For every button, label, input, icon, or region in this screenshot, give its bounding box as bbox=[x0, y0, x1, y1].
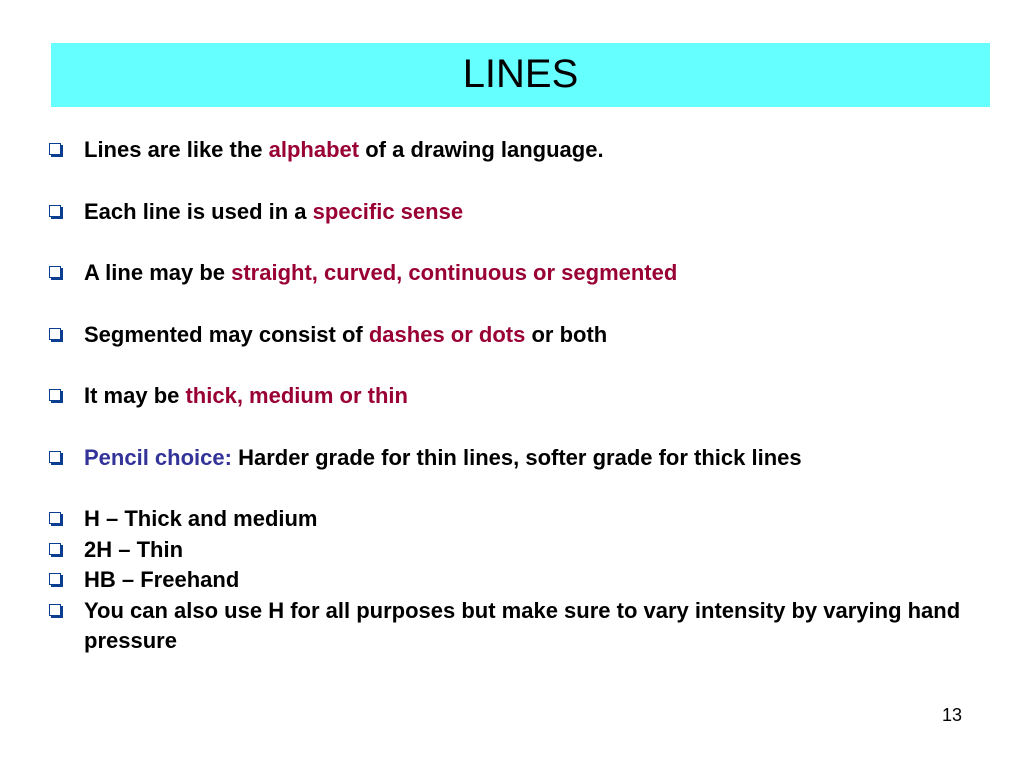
bullet-text: H – Thick and medium bbox=[84, 506, 318, 531]
bullet-text: You can also use H for all purposes but make sure to vary intensity by varying hand pressure bbox=[84, 597, 961, 653]
bullet-highlight: alphabet bbox=[268, 137, 360, 162]
checkbox-square-icon bbox=[49, 389, 61, 401]
bullet-list bbox=[46, 135, 986, 657]
bullet-text: Lines are like the bbox=[84, 137, 269, 162]
bullet-text: 2H – Thin bbox=[84, 536, 184, 562]
bullet-text: It may be bbox=[84, 383, 186, 408]
checkbox-square-icon bbox=[49, 543, 61, 555]
bullet-item bbox=[46, 596, 984, 657]
bullet-item bbox=[46, 258, 984, 289]
bullet-text: or both bbox=[525, 321, 608, 347]
bullet-item bbox=[46, 535, 984, 566]
checkbox-square-icon bbox=[49, 143, 61, 155]
bullet-text: HB – Freehand bbox=[84, 567, 240, 592]
title-bar bbox=[51, 43, 990, 107]
bullet-text: Segmented may consist of bbox=[84, 321, 369, 347]
bullet-highlight-label: Pencil choice: bbox=[84, 444, 232, 470]
bullet-item bbox=[46, 565, 984, 596]
checkbox-square-icon bbox=[49, 573, 61, 585]
bullet-highlight: straight, curved, continuous or segmented bbox=[231, 260, 678, 285]
checkbox-square-icon bbox=[49, 451, 61, 463]
bullet-text: Harder grade for thin lines, softer grade for thick lines bbox=[231, 444, 802, 470]
bullet-item bbox=[46, 381, 984, 412]
checkbox-square-icon bbox=[49, 604, 61, 616]
page-number: 13 bbox=[941, 705, 962, 725]
bullet-text: Each line is used in a bbox=[84, 198, 313, 224]
bullet-text: of a drawing language. bbox=[359, 137, 604, 162]
bullet-highlight: thick, medium or thin bbox=[185, 383, 408, 408]
bullet-highlight: specific sense bbox=[312, 198, 464, 224]
checkbox-square-icon bbox=[49, 266, 61, 278]
checkbox-square-icon bbox=[49, 512, 61, 524]
checkbox-square-icon bbox=[49, 205, 61, 217]
slide-title: LINES bbox=[462, 51, 579, 96]
bullet-item bbox=[46, 504, 984, 535]
bullet-item bbox=[46, 197, 984, 228]
bullet-item bbox=[46, 135, 984, 166]
bullet-text: A line may be bbox=[84, 260, 232, 285]
bullet-item bbox=[46, 443, 984, 474]
checkbox-square-icon bbox=[49, 328, 61, 340]
bullet-item bbox=[46, 320, 984, 351]
bullet-highlight: dashes or dots bbox=[368, 321, 526, 347]
